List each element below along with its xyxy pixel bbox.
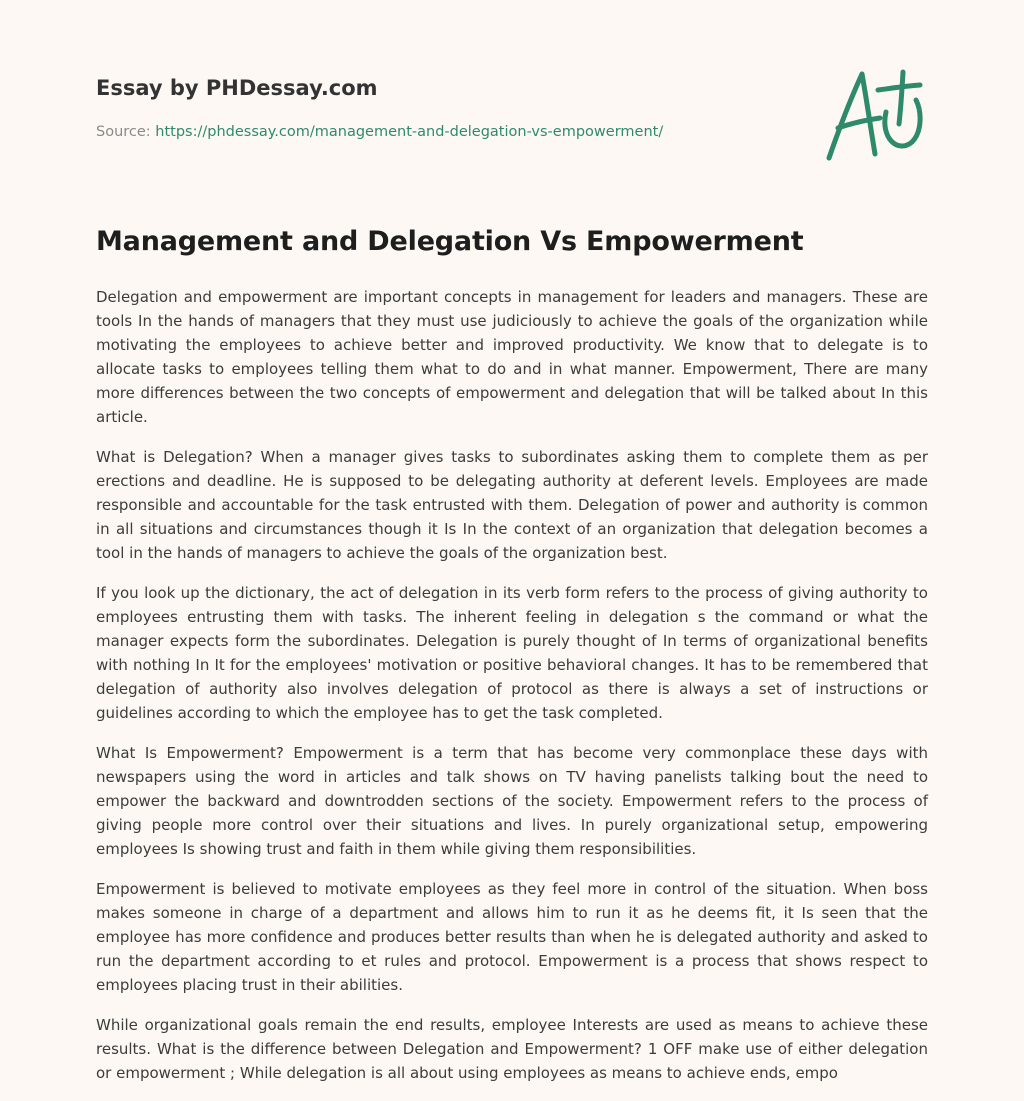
source-link[interactable]: https://phdessay.com/management-and-delegation-vs-empowerment/ <box>155 124 664 140</box>
paragraph: Empowerment is believed to motivate employees as they feel more in control of the situation. When boss makes someone in charge of a department and allows him to run it as he deems fit, it Is seen that the employee has more confidence and produces better results than when he is delegated authority and asked to run the department according to et rules and protocol. Empowerment is a process that shows respect to employees placing trust in their abilities. <box>96 880 928 994</box>
article-title: Management and Delegation Vs Empowerment <box>96 226 804 257</box>
paragraph: While organizational goals remain the end results, employee Interests are used as means to achieve these results. What is the difference between Delegation and Empowerment? 1 OFF make use of either delegation or empowerment ; While delegation is all about using employees as means to achieve ends, empo <box>96 1016 928 1082</box>
paragraph: What Is Empowerment? Empowerment is a term that has become very commonplace these days with newspapers using the word in articles and talk shows on TV having panelists talking bout the need to empower the backward and downtrodden sections of the society. Empowerment refers to the process of giving people more control over their situations and lives. In purely organizational setup, empowering employees Is showing trust and faith in them while giving them responsibilities. <box>96 744 928 858</box>
paragraph: What is Delegation? When a manager gives tasks to subordinates asking them to complete them as per erections and deadline. He is supposed to be delegating authority at deferent levels. Employees are made responsible and accountable for the task entrusted with them. Delegation of power and authority is common in all situations and circumstances though it Is In the context of an organization that delegation becomes a tool in the hands of managers to achieve the goals of the organization best. <box>96 448 928 562</box>
a-plus-logo-icon <box>822 68 928 164</box>
article-body <box>96 285 928 1101</box>
paragraph: Delegation and empowerment are important concepts in management for leaders and managers. These are tools In the hands of managers that they must use judiciously to achieve the goals of the organization while motivating the employees to achieve better and improved productivity. We know that to delegate is to allocate tasks to employees telling them what to do and in what manner. Empowerment, There are many more differences between the two concepts of empowerment and delegation that will be talked about In this article. <box>96 288 928 426</box>
paragraph: If you look up the dictionary, the act of delegation in its verb form refers to the process of giving authority to employees entrusting them with tasks. The inherent feeling in delegation s the command or what the manager expects form the subordinates. Delegation is purely thought of In terms of organizational benefits with nothing In It for the employees' motivation or positive behavioral changes. It has to be remembered that delegation of authority also involves delegation of protocol as there is always a set of instructions or guidelines according to which the employee has to get the task completed. <box>96 584 928 722</box>
source-line <box>96 124 663 140</box>
source-label: Source: <box>96 124 151 140</box>
site-brand: Essay by PHDessay.com <box>96 76 378 100</box>
